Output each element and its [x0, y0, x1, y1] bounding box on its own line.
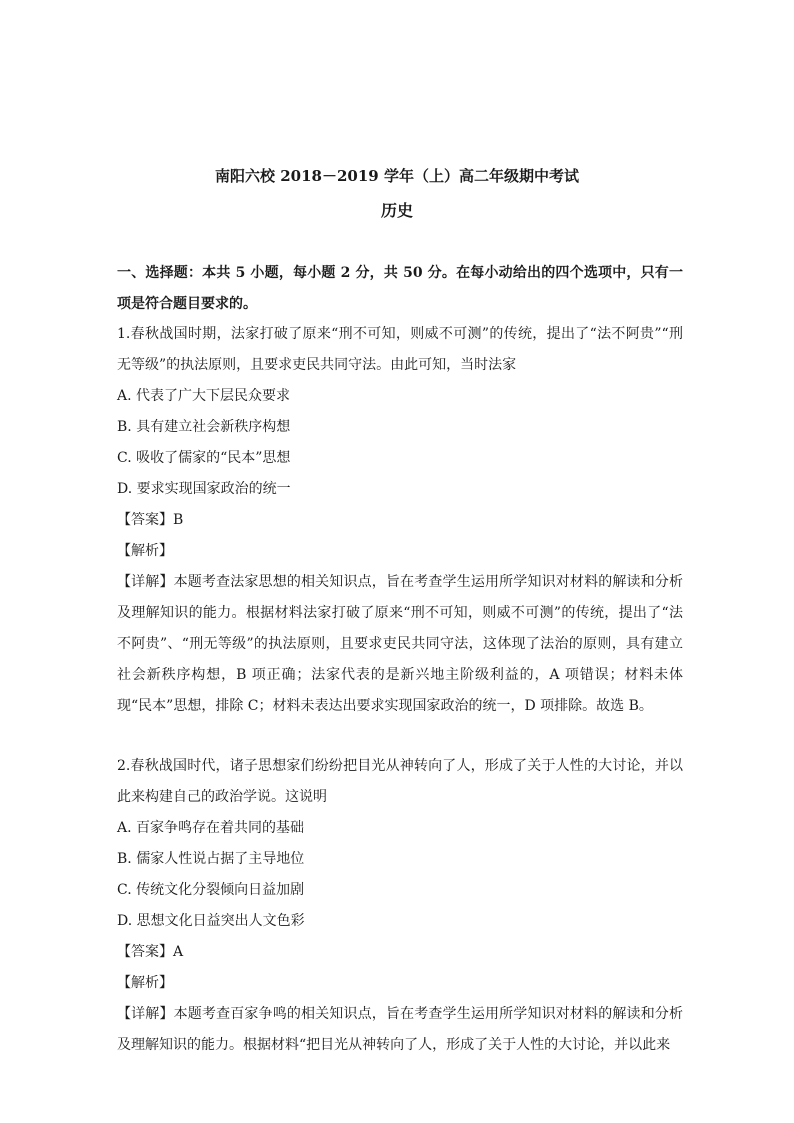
- detail-explanation: 【详解】本题考查法家思想的相关知识点，旨在考查学生运用所学知识对材料的解读和分析及理解知识的能力。根据材料法家打破了原来“刑不可知，则威不可测”的传统，提出了“法不阿贵”、“刑无等级”的执法原则，且要求吏民共同守法，这体现了法治的原则，具有建立社会新秩序构想，B 项正确；法家代表的是新兴地主阶级利益的，A 项错误；材料未体现“民本”思想，排除 C；材料未表达出要求实现国家政治的统一，D 项排除。故选 B。: [117, 574, 683, 714]
- option-b: B. 具有建立社会新秩序构想: [117, 419, 291, 435]
- question-stem: 1.春秋战国时期，法家打破了原来“刑不可知，则威不可测”的传统，提出了“法不阿贵”“刑无等级”的执法原则，且要求吏民共同守法。由此可知，当时法家: [117, 326, 683, 373]
- option-c: C. 吸收了儒家的“民本”思想: [117, 450, 291, 466]
- detail-explanation: 【详解】本题考查百家争鸣的相关知识点，旨在考查学生运用所学知识对材料的解读和分析及理解知识的能力。根据材料“把目光从神转向了人，形成了关于人性的大讨论，并以此来: [117, 1006, 683, 1053]
- question-2: [117, 751, 683, 1061]
- question-1: [117, 319, 683, 722]
- question-stem: 2.春秋战国时代，诸子思想家们纷纷把目光从神转向了人，形成了关于人性的大讨论，并以此来构建自己的政治学说。这说明: [117, 758, 683, 805]
- section-heading: 一、选择题：本共 5 小题，每小题 2 分，共 50 分。在每小动给出的四个选项中，只有一项是符合题目要求的。: [117, 265, 683, 312]
- exam-title: 南阳六校 2018－2019 学年（上）高二年级期中考试: [215, 167, 579, 185]
- option-d: D. 要求实现国家政治的统一: [117, 481, 291, 497]
- option-c: C. 传统文化分裂倾向日益加剧: [117, 882, 305, 898]
- option-b: B. 儒家人性说占据了主导地位: [117, 851, 305, 867]
- analysis-label: 【解析】: [117, 543, 173, 559]
- subject-title: 历史: [380, 201, 413, 220]
- answer: 【答案】B: [117, 512, 184, 528]
- answer: 【答案】A: [117, 944, 184, 960]
- option-a: A. 百家争鸣存在着共同的基础: [117, 820, 305, 836]
- option-d: D. 思想文化日益突出人文色彩: [117, 913, 305, 929]
- analysis-label: 【解析】: [117, 975, 173, 991]
- option-a: A. 代表了广大下层民众要求: [117, 388, 291, 404]
